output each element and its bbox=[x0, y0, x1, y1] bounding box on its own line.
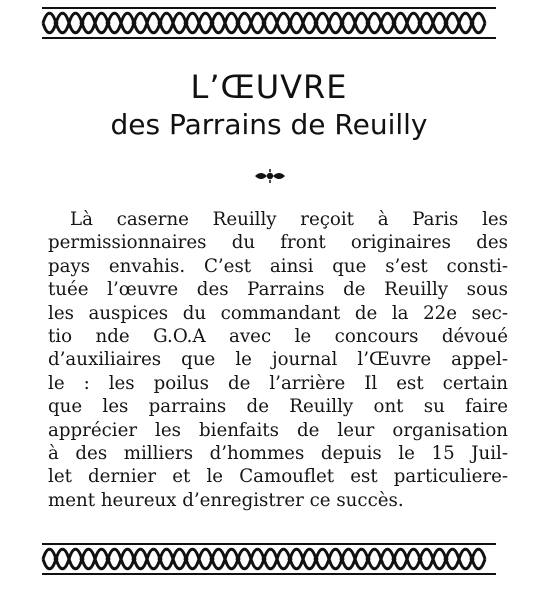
article-line: Là caserne Reuilly reçoit à Paris les bbox=[70, 209, 508, 230]
article-line: les auspices du commandant de la 22e sec- bbox=[48, 302, 508, 324]
article-line: let dernier et le Camouflet est particuliere- bbox=[48, 466, 508, 488]
article-line: ment heureux d’enregistrer ce succès. bbox=[48, 489, 404, 511]
fleuron-ornament-icon bbox=[253, 168, 287, 184]
article-line: à des milliers d’hommes depuis le 15 Juil- bbox=[48, 442, 508, 464]
article-line: le : les poilus de l’arrière Il est certain bbox=[48, 372, 508, 394]
article-line: pays envahis. C’est ainsi que s’est consti- bbox=[48, 255, 508, 277]
page-title: L’ŒUVRE bbox=[190, 68, 348, 106]
page-subtitle: des Parrains de Reuilly bbox=[110, 108, 428, 141]
article-line: que les parrains de Reuilly ont su faire bbox=[48, 396, 508, 418]
top-ornamental-border-icon bbox=[40, 6, 498, 40]
article-line: permissionnaires du front originaires des bbox=[48, 232, 508, 254]
bottom-ornamental-border-icon bbox=[40, 542, 498, 576]
article-line: d’auxiliaires que le journal l’Œuvre appel- bbox=[48, 349, 508, 371]
article-line: tio nde G.O.A avec le concours dévoué bbox=[48, 325, 508, 347]
article-line: tuée l’œuvre des Parrains de Reuilly sous bbox=[48, 279, 508, 301]
article-line: apprécier les bienfaits de leur organisation bbox=[48, 419, 508, 441]
article-body bbox=[48, 208, 508, 512]
